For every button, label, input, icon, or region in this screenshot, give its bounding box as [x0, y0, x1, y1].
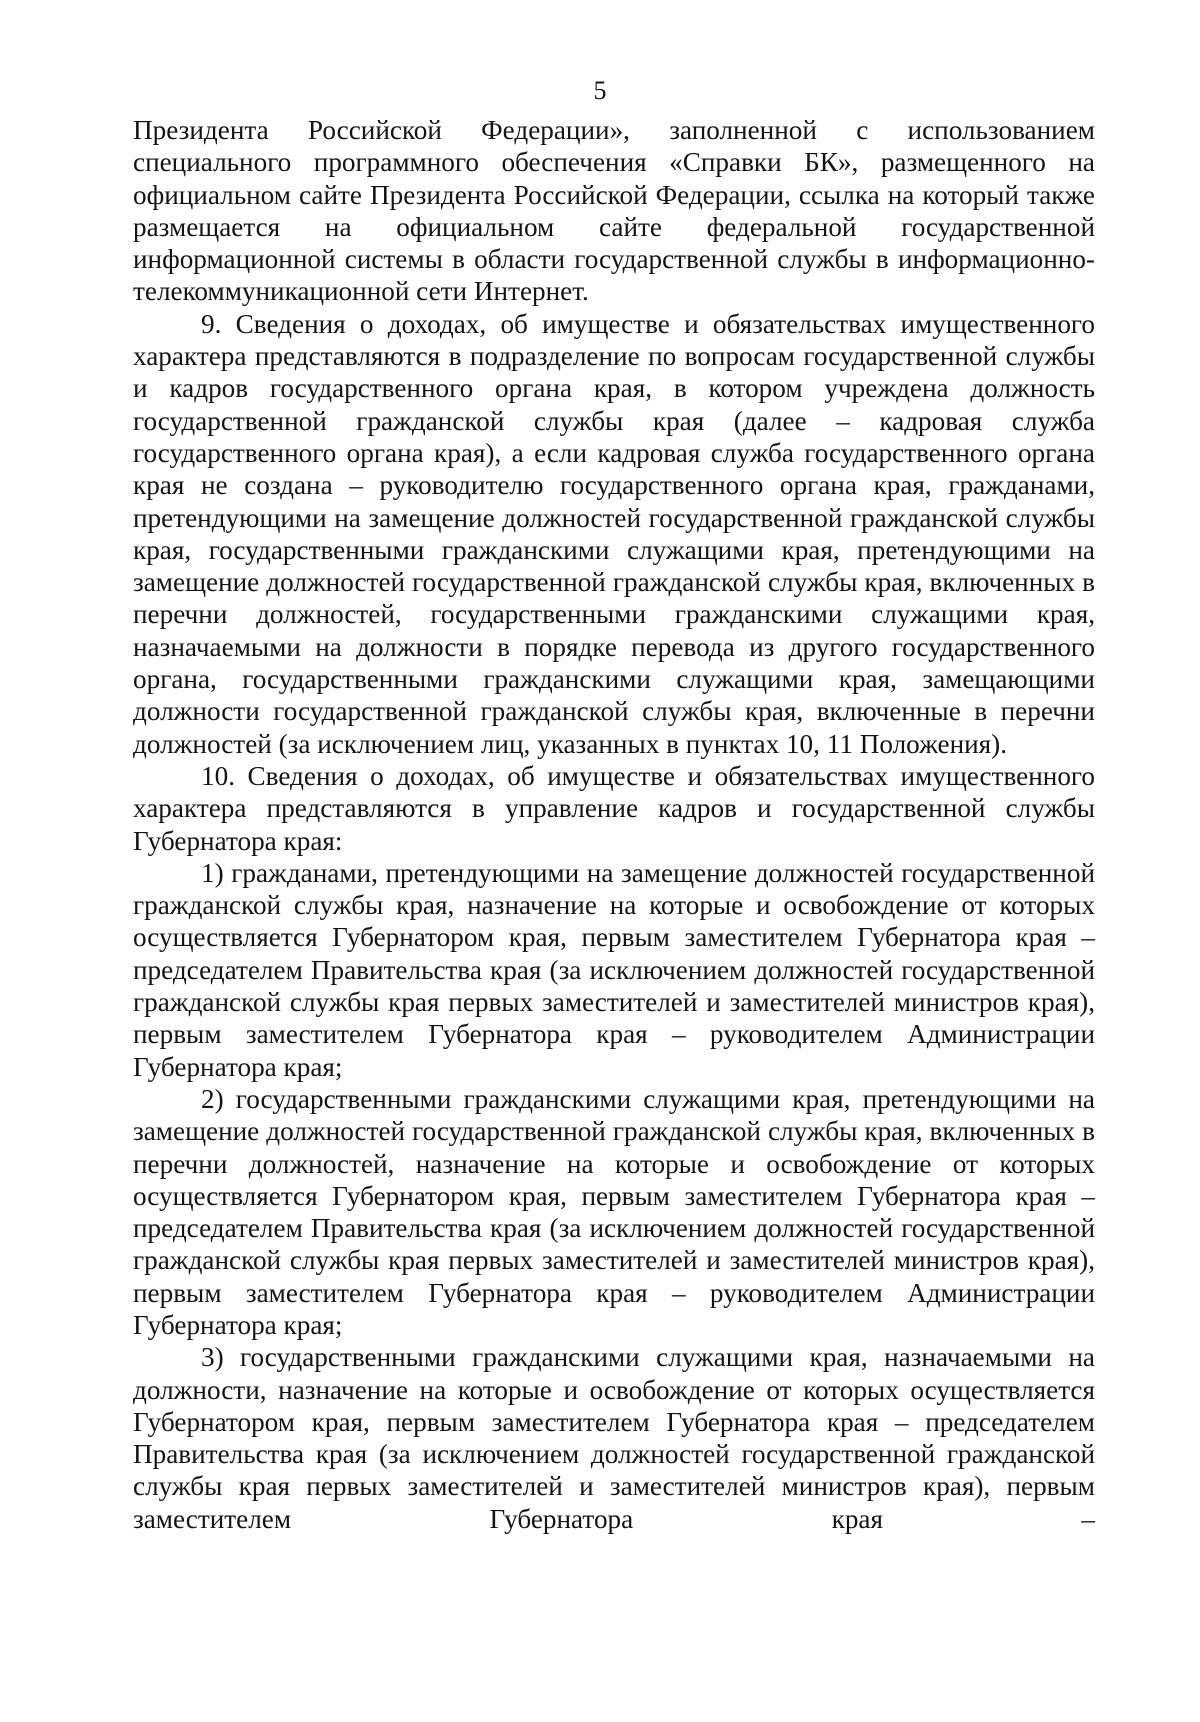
subparagraph-3: 3) государственными гражданскими служащими края, назначаемыми на должности, назначение на которые и освобождение от которых осуществляется Губернатором края, первым заместителем Губернатора края – председателем Правительства края (за исключением должностей государственной гражданской службы края первых заместителей и заместителей министров края), первым заместителем Губернатора края – [133, 1342, 1095, 1534]
paragraph-item-9: 9. Сведения о доходах, об имуществе и обязательствах имущественного характера представляются в подразделение по вопросам государственной службы и кадров государственного органа края, в котором учреждена должность государственной гражданской службы края (далее – кадровая служба государственного органа края), а если кадровая служба государственного органа края не создана – руководителю государственного органа края, гражданами, претендующими на замещение должностей государственной гражданской службы края, государственными гражданскими служащими края, претендующими на замещение должностей государственной гражданской службы края, включенных в перечни должностей, государственными гражданскими служащими края, назначаемыми на должности в порядке перевода из другого государственного органа, государственными гражданскими служащими края, замещающими должности государственной гражданской службы края, включенные в перечни должностей (за исключением лиц, указанных в пунктах 10, 11 Положения). [133, 308, 1095, 759]
paragraph-continuation: Президента Российской Федерации», заполненной с использованием специального программного обеспечения «Справки БК», размещенного на официальном сайте Президента Российской Федерации, ссылка на который также размещается на официальном сайте федеральной государственной информационной системы в области государственной службы в информационно-телекоммуникационной сети Интернет. [133, 115, 1095, 307]
subparagraph-1: 1) гражданами, претендующими на замещение должностей государственной гражданской службы края, назначение на которые и освобождение от которых осуществляется Губернатором края, первым заместителем Губернатора края – председателем Правительства края (за исключением должностей государственной гражданской службы края первых заместителей и заместителей министров края), первым заместителем Губернатора края – руководителем Администрации Губернатора края; [133, 857, 1095, 1082]
page-number: 5 [593, 76, 607, 105]
paragraph-item-10: 10. Сведения о доходах, об имуществе и обязательствах имущественного характера представляются в управление кадров и государственной службы Губернатора края: [133, 760, 1095, 856]
subparagraph-2: 2) государственными гражданскими служащими края, претендующими на замещение должностей государственной гражданской службы края, включенных в перечни должностей, назначение на которые и освобождение от которых осуществляется Губернатором края, первым заместителем Губернатора края – председателем Правительства края (за исключением должностей государственной гражданской службы края первых заместителей и заместителей министров края), первым заместителем Губернатора края – руководителем Администрации Губернатора края; [133, 1083, 1095, 1340]
document-body [133, 114, 1095, 1535]
